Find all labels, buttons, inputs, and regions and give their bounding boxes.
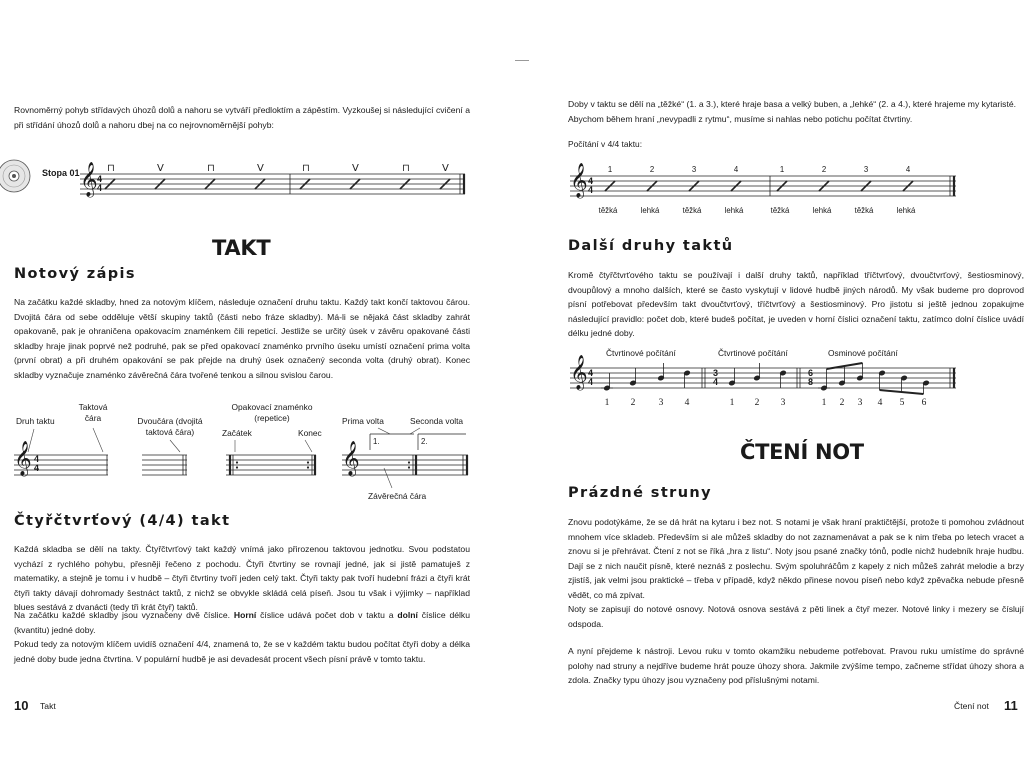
heading-prazdne-struny: Prázdné struny [568,485,712,501]
running-head-right: Čtení not [954,701,989,711]
p2-part-a: Na začátku každé skladby jsou vyznačeny dvě číslice. [14,610,234,620]
track-label: Stopa 01 [42,168,80,178]
slash-staff-exercise [80,160,470,210]
meter-staff [570,362,960,402]
p2-part-b: číslice udává počet dob v taktu a [256,610,398,620]
beat-count: 1 [779,165,785,174]
page-number-left: 10 [14,698,29,713]
meter-44-top: 4 [588,368,594,378]
meter-beat-count: 3 [857,398,863,408]
up-stroke-mark: V [442,163,449,174]
down-stroke-mark: ⊓ [402,163,410,174]
label-zaverecna-cara: Závěrečná čára [368,491,427,501]
label-dvoucara-line1: Dvoučára (dvojitá [137,416,203,426]
down-stroke-mark: ⊓ [107,163,115,174]
beat-accent: lehká [812,206,832,215]
heading-cteni-not: ČTENÍ NOT [740,440,864,464]
volta-2-number: 2. [421,437,428,446]
label-osminove: Osminové počítání [828,348,898,358]
label-konec: Konec [298,428,322,438]
volta-1-number: 1. [373,437,380,446]
meter-beat-count: 2 [630,398,636,408]
label-taktova-cara-line2: čára [84,413,102,423]
dalsi-druhy-paragraph: Kromě čtyřčtvrťového taktu se používají i další druhy taktů, například tříčtvrťový, dvoučtvrťový, šestiosminový, dvoupůlový a mnoho dalších, které se často vyskytují v lidové hudbě jiných národů. My však budeme pro doprovod písní potřebovat především takt dvoučtvrťový, tříčtvrťový a šestiosminový. Pro jistotu si ještě jednou zopakujme následující pravidlo: počet dob, které budeš počítat, je uveden v horní číslici označení taktu, zatímco dolní číslice uvádí délku jedné doby. [568,270,1024,339]
meter-beat-count: 1 [604,398,610,408]
label-druh-taktu: Druh taktu [16,416,55,426]
p2-dolni: dolní [397,610,418,620]
intro-paragraph: Rovnoměrný pohyb střídavých úhozů dolů a nahoru se vytváří předloktím a zápěstím. Vyzkoušej si následující cvičení a při střídání úhozů dolů a nahoru dbej na co nejrovnoměrnější pohyb: [14,105,470,130]
label-opakovaci-line1: Opakovací znaménko [231,402,313,412]
label-seconda-volta: Seconda volta [410,416,464,426]
prazdne-paragraph-1: Znovu podotýkáme, že se dá hrát na kytaru i bez not. S notami je však hraní praktičtější, protože ti pomohou zvládnout mnohem více skladeb. Především si ale můžeš skladby do not zaznamenávat a pak se k nim třeba po letech vracet a znovu si je přehrávat. Čtení z not se říká „hra z listu“. Noty jsou psané značky tónů, podle nichž hudebník hraje hudbu. Dají se z nich naučit písně, které neznáš z poslechu. Svým spoluhráčům z kapely z nich můžeš zahrát melodie a brzy zjistíš, jak velmi jsou praktické – třeba v případě, když někdo přinese novou píseň nebo když zpěvačka nebude přesně vědět, co má zpívat. [568,517,1024,600]
up-stroke-mark: V [157,163,164,174]
meter-beat-count: 5 [899,398,905,408]
beat-accent: těžká [854,206,874,215]
pocitani-label: Počítání v 4/4 taktu: [568,139,643,149]
label-ctvrtinove-2: Čtvrtinové počítání [718,348,788,358]
beat-accent: lehká [640,206,660,215]
p2-horni: Horní [233,610,257,620]
counting-time-top: 4 [588,176,594,186]
up-stroke-mark: V [257,163,264,174]
beat-count: 4 [733,165,739,174]
meter-beat-count: 1 [729,398,735,408]
top-mark [515,60,529,61]
meter-34-bottom: 4 [713,377,719,387]
diagram-time-top: 4 [34,454,40,464]
treble-clef: 𝄞 [80,162,98,197]
label-opakovaci-line2: (repetice) [254,413,290,423]
cd-icon [0,158,36,194]
heading-takt: TAKT [212,236,271,260]
heading-dalsi-druhy: Další druhy taktů [568,238,734,254]
beat-accent: těžká [770,206,790,215]
up-stroke-mark: V [352,163,359,174]
counting-time-bottom: 4 [588,185,594,195]
label-dvoucara-line2: taktová čára) [145,427,195,437]
label-zacatek: Začátek [222,428,252,438]
prazdne-paragraph-2: Noty se zapisují do notové osnovy. Notová osnova sestává z pěti linek a čtyř mezer. Notové linky i mezery se číslují odspoda. [568,604,1024,629]
meter-beat-count: 4 [877,398,883,408]
doby-paragraph: Doby v taktu se dělí na „těžké“ (1. a 3.), které hraje basa a velký buben, a „lehké“ (2. a 4.), které hrajeme my kytaristé. Abychom během hraní „nevypadli z rytmu“, musíme si nahlas nebo potichu počítat čtvrtiny. [568,99,1017,124]
beat-accent: lehká [724,206,744,215]
time-sig-bottom: 4 [97,183,103,193]
beat-accent: těžká [682,206,702,215]
meter-beat-count: 2 [754,398,760,408]
ctyrctvrtovy-paragraph-1: Každá skladba se dělí na takty. Čtyřčtvrťový takt každý vnímá jako přirozenou taktovou jednotku. Svou podstatou vychází z rychlého pohybu, přesněji řečeno z pochodu. Čtyři čtvrtiny se rovnají jedné, jak si jistě pamatuješ z matematiky, a stejně je tomu i v hudbě – čtyři čtvrtiny tvoří jeden celý takt. Čtyři takty pak tvoří hudební frázi a čtyři krát čtyři takty dávají dohromady šestnáct taktů, z nichž se obvykle skládá celá píseň. Jsou tu však i výjimky – například blues sestává z dvanácti (tedy tři krát čtyř) taktů. [14,544,470,613]
meter-clef: 𝄞 [570,355,588,390]
page-number-right: 11 [1004,698,1018,713]
meter-68-bottom: 8 [808,377,814,387]
down-stroke-mark: ⊓ [302,163,310,174]
label-taktova-cara-line1: Taktová [78,402,108,412]
beat-accent: těžká [598,206,618,215]
beat-count: 2 [821,165,827,174]
meter-68-top: 6 [808,368,814,378]
meter-44-bottom: 4 [588,377,594,387]
meter-beat-count: 1 [821,398,827,408]
beat-accent: lehká [896,206,916,215]
down-stroke-mark: ⊓ [207,163,215,174]
meter-beat-count: 3 [780,398,786,408]
beat-count: 4 [905,165,911,174]
meter-beat-count: 4 [684,398,690,408]
heading-ctyrctvrtovy: Čtyřčtvrťový (4/4) takt [14,513,231,529]
label-ctvrtinove-1: Čtvrtinové počítání [606,348,676,358]
meter-beat-count: 2 [839,398,845,408]
ctyrctvrtovy-paragraph-3: Pokud tedy za notovým klíčem uvidíš označení 4/4, znamená to, že se v každém taktu budou počítat čtyři doby a délka jedné doby bude jedna čtvrtina. V populární hudbě je asi devadesát procent všech písní právě v tomto taktu. [14,639,470,664]
meter-beat-count: 3 [658,398,664,408]
diagram-clef-1: 𝄞 [14,441,32,476]
beat-count: 3 [691,165,697,174]
diagram-clef-2: 𝄞 [342,441,360,476]
beat-count: 1 [607,165,613,174]
heading-notovy-zapis: Notový zápis [14,266,136,282]
label-prima-volta: Prima volta [342,416,384,426]
meter-beat-count: 6 [921,398,927,408]
prazdne-paragraph-3: A nyní přejdeme k nástroji. Levou ruku v tomto okamžiku nebudeme potřebovat. Pravou ruku umístíme do správné polohy nad struny a nejdříve budeme hrát pouze úhozy shora. Jakmile zvýšíme tempo, začneme střídat úhozy shora a zdola. Značky typu úhozy jsou vyznačeny pod příslušnými notami. [568,646,1024,686]
p2-part-c: číslice délku (kvantitu) jedné doby. [14,610,470,635]
ctyrctvrtovy-paragraph-2 [14,608,470,637]
meter-34-top: 3 [713,368,719,378]
notovy-zapis-paragraph: Na začátku každé skladby, hned za notovým klíčem, následuje označení druhu taktu. Každý takt končí taktovou čárou. Dvojitá čára od sebe odděluje větší skupiny taktů (části nebo fráze skladby). Má-li se nějaká část skladby zahrát opakovaně, pak je ohraničena opakovacím znaménkem čili repeticí. Jestliže se určitý úsek v závěru opakované části skladby hraje jinak poprvé než podruhé, pak se před opakovací znaménko prvního úseku umístí označení prima volta (první obrat) a při druhém opakování se pak přejde na druhý úsek označený seconda volta (druhý obrat). Konec skladby vyznačuje znaménko závěrečná čára tvořené tenkou a silnou svislou čarou. [14,297,470,380]
beat-count: 3 [863,165,869,174]
diagram-time-bottom: 4 [34,463,40,473]
counting-clef: 𝄞 [570,163,588,198]
running-head-left: Takt [40,701,56,711]
time-sig-top: 4 [97,174,103,184]
beat-count: 2 [649,165,655,174]
notation-diagram [0,400,480,510]
